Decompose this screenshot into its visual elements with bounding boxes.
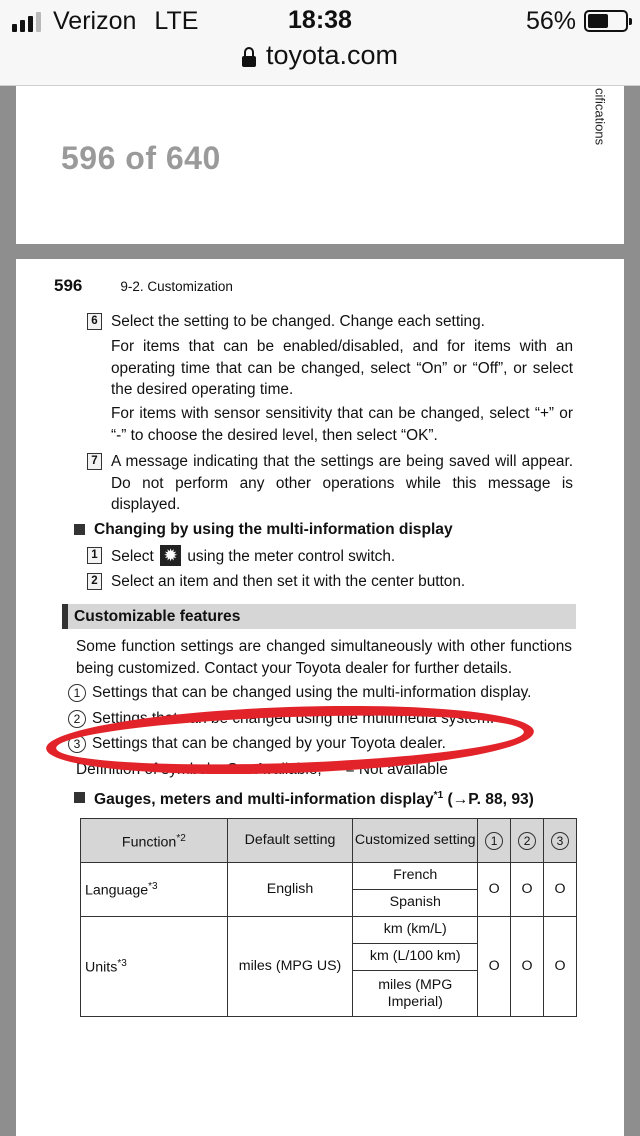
header-custom: Customized setting [353,819,478,863]
battery-percent: 56% [525,6,576,35]
step-number: 7 [87,453,102,470]
cell-option: miles (MPG Imperial) [353,971,478,1017]
step-text [111,545,573,568]
list-item [68,682,531,704]
cell-avail-3: O [544,863,577,917]
cell-default: English [227,863,353,917]
settings-table [80,818,577,1017]
list-text: Settings that can be changed using the multimedia system. [92,710,495,727]
network-label: LTE [154,6,199,35]
url-text[interactable]: toyota.com [265,40,399,70]
square-bullet-icon [74,524,85,535]
page-number: 596 [54,276,83,295]
url-bar[interactable] [0,40,640,71]
circled-number: 2 [68,710,86,728]
header-col-3: 3 [544,819,577,863]
cell-avail-2: O [511,917,544,1017]
status-right [526,6,628,36]
step-text-after: using the meter control switch. [187,548,396,565]
table-row [81,917,577,944]
page-header [54,275,233,298]
status-bar [0,0,640,86]
previous-page[interactable] [16,86,624,244]
header-col-1: 1 [478,819,511,863]
cell-function: Units$^{*3}$ [81,917,228,1017]
lock-icon [242,49,256,67]
gear-icon: ✹ [160,545,181,566]
cell-option: km (km/L) [353,917,478,944]
cell-avail-1: O [478,917,511,1017]
page-reference[interactable]: (→P. 88, 93) [447,791,534,809]
step-text: Select the setting to be changed. Change each setting. [111,313,485,330]
cell-option: km (L/100 km) [353,944,478,971]
step-7-text: A message indicating that the settings are being saved will appear. Do not perform any other operations while this message is displayed. [111,453,573,513]
page-counter: 596 of 640 [61,140,221,176]
heading-text [94,785,534,811]
battery-icon [584,10,628,32]
step-text-before: Select [111,548,154,565]
step-number: 6 [87,313,102,330]
gauges-title: Gauges, meters and multi-information display [94,791,434,809]
side-tab [590,88,610,150]
cell-avail-3: O [544,917,577,1017]
step-6-note-1: For items that can be enabled/disabled, and for items with an operating time that can be changed, select “On” or “Off”, or select the desired operating time. [111,338,573,398]
step-number: 2 [87,573,102,590]
customizable-features-heading: Customizable features [62,604,576,629]
gauges-heading [74,785,534,811]
footnote-marker: *1 [433,790,444,801]
table-header-row [81,819,577,863]
cell-avail-1: O [478,863,511,917]
carrier-label: Verizon [53,6,137,35]
manual-page[interactable] [16,259,624,1136]
circled-number: 3 [68,735,86,753]
header-col-2: 2 [511,819,544,863]
symbol-definition: Definition of symbols: O = Available, — = Not available [76,761,448,778]
step-text: Select an item and then set it with the center button. [111,573,466,590]
cell-option: Spanish [353,890,478,917]
table-row [81,863,577,890]
clock: 18:38 [288,6,352,34]
list-text: Settings that can be changed using the multi-information display. [92,684,532,701]
circled-number: 1 [68,684,86,702]
step-number: 1 [87,547,102,564]
cell-option: French [353,863,478,890]
intro-text: Some function settings are changed simultaneously with other functions being customized. Contact your Toyota dealer for further details. [76,638,572,677]
section-title: 9-2. Customization [120,279,233,294]
square-bullet-icon [74,792,85,803]
heading-text: Changing by using the multi-information display [94,521,453,538]
multi-info-heading [74,519,453,541]
header-default: Default setting [227,819,353,863]
cell-function: Language$^{*3}$ [81,863,228,917]
list-text: Settings that can be changed by your Toyota dealer. [92,735,446,752]
side-tab-label: cifications [592,88,608,146]
cell-default: miles (MPG US) [227,917,353,1017]
step-6-note-2: For items with sensor sensitivity that can be changed, select “+” or “-” to choose the desired level, then select “OK”. [111,405,573,444]
header-function: Function$^{*2}$ [81,819,228,863]
cell-avail-2: O [511,863,544,917]
